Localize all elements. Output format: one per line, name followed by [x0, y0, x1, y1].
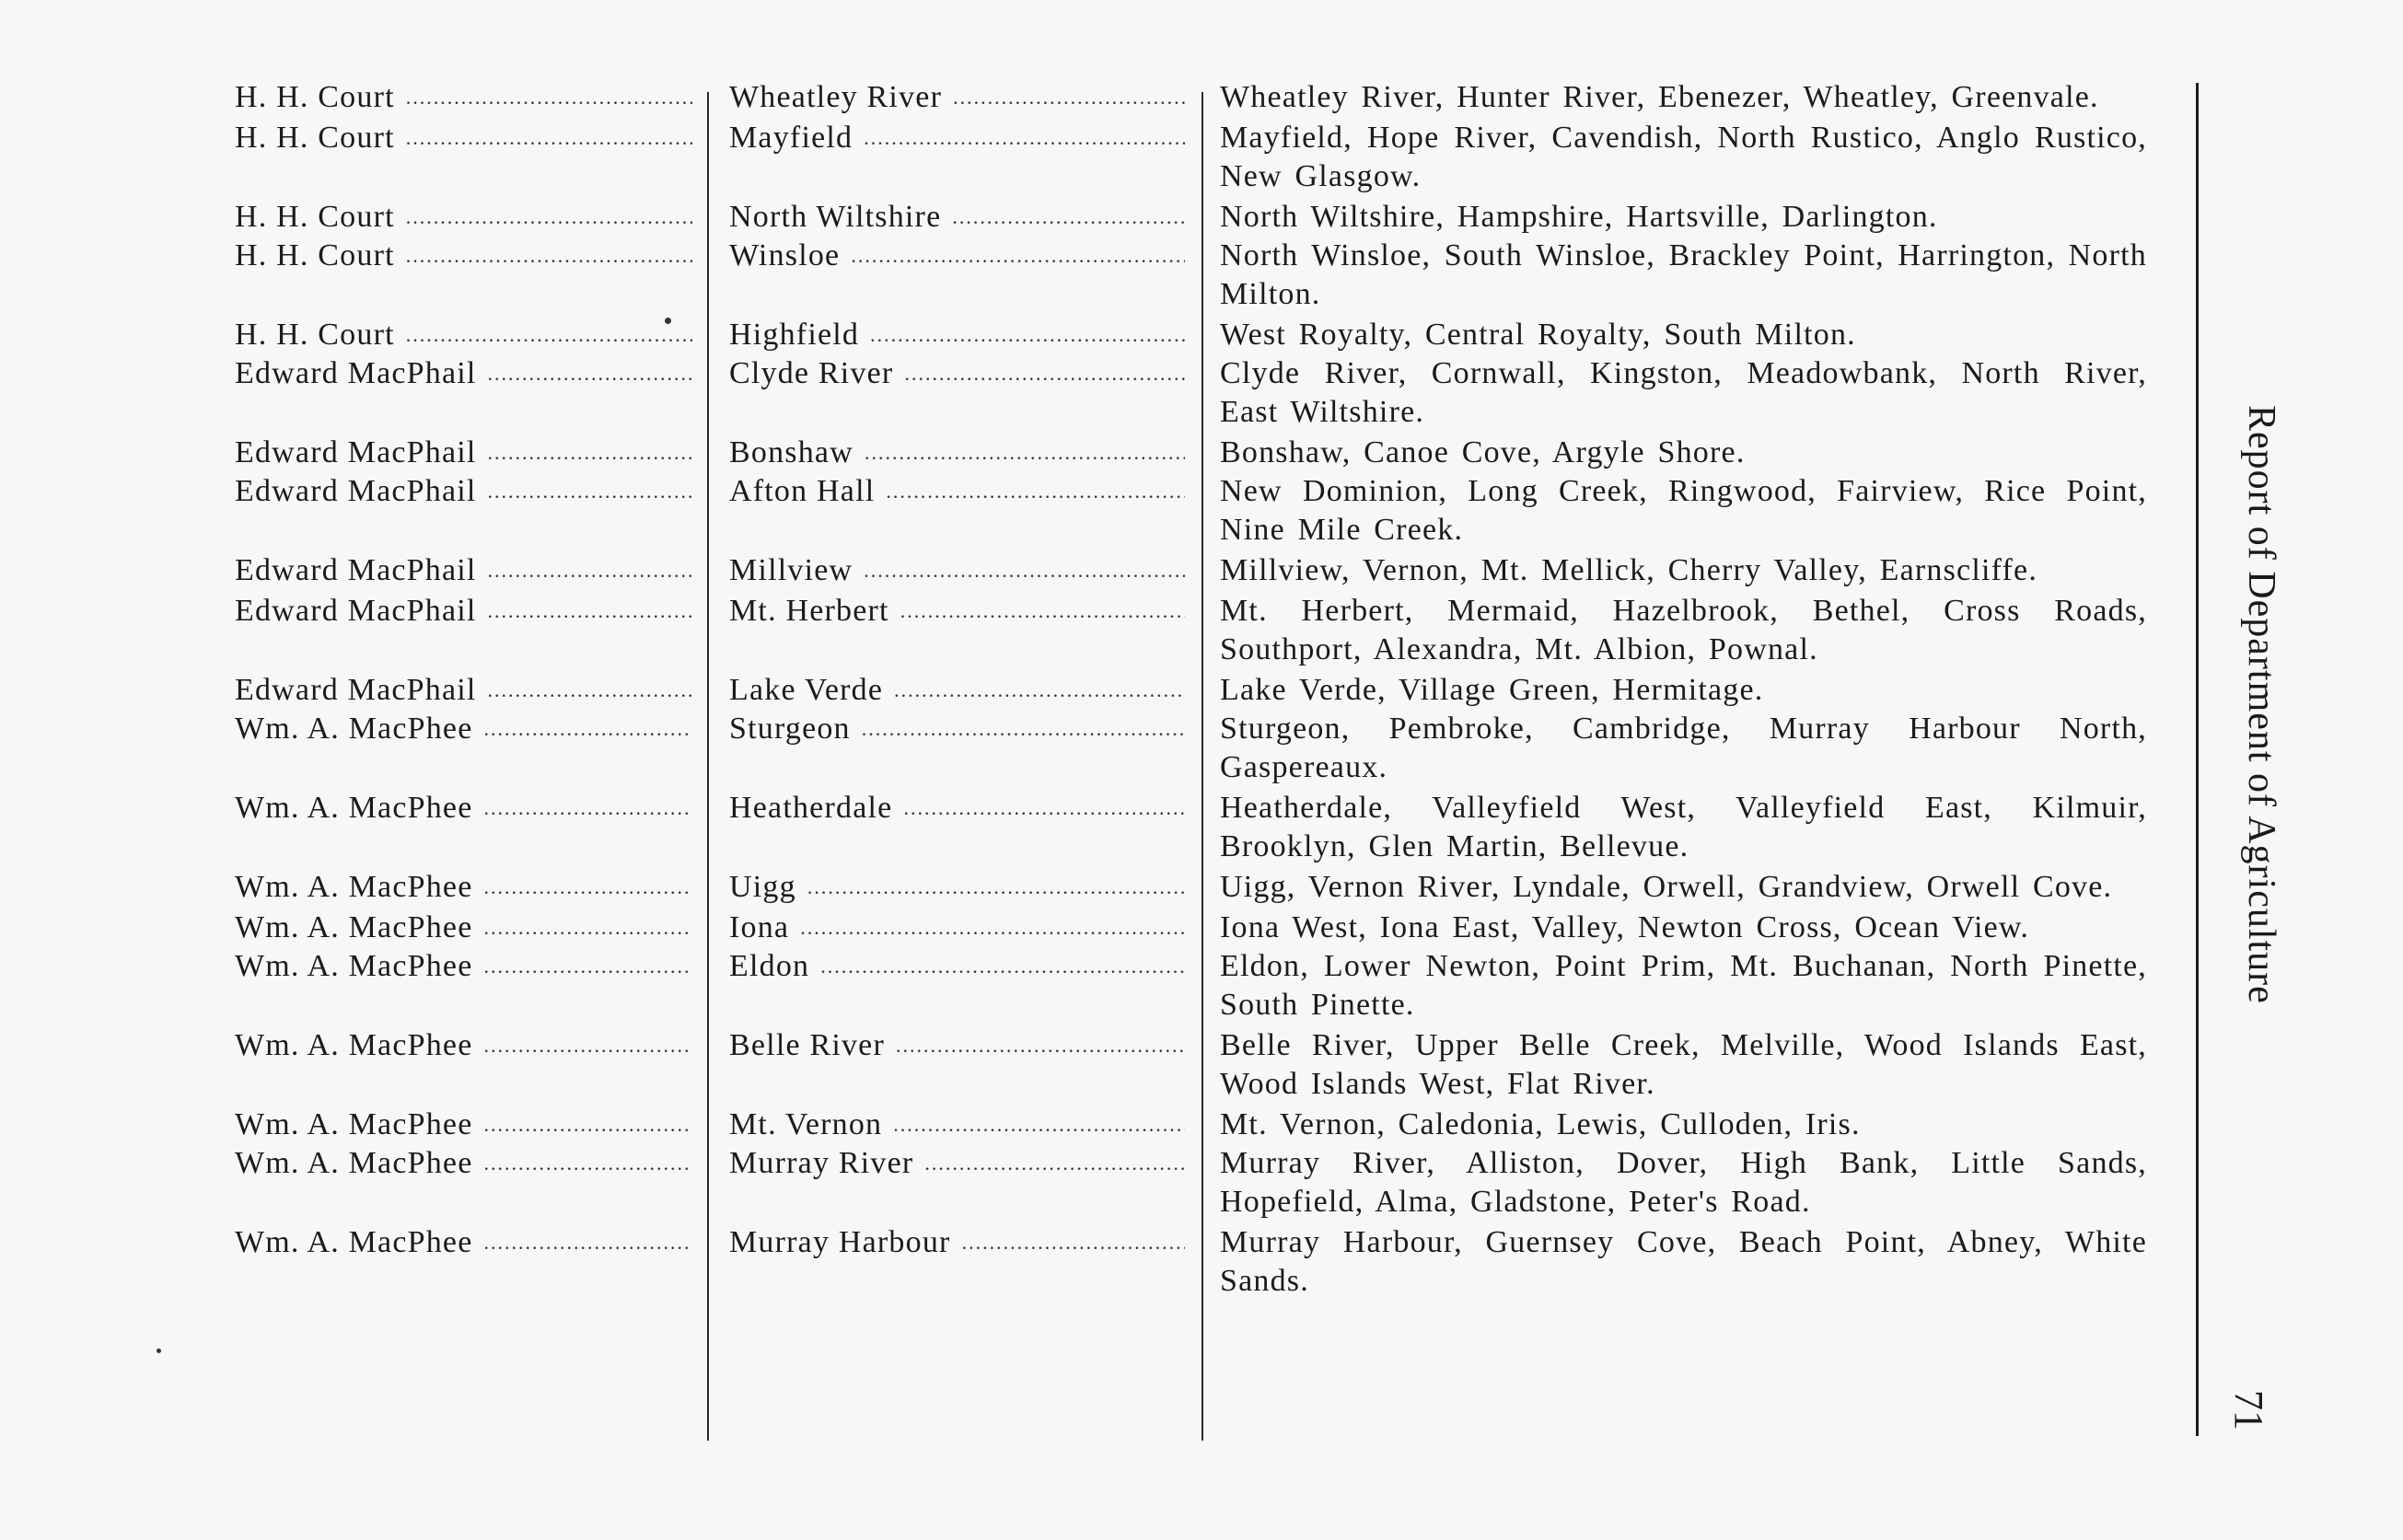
- station-name: Eldon: [729, 949, 810, 983]
- inspector-name: Edward MacPhail: [235, 594, 477, 628]
- dot-leader: [865, 434, 1185, 472]
- dot-leader: [488, 434, 692, 472]
- dot-leader: [406, 198, 692, 237]
- station-name: North Wiltshire: [729, 200, 942, 234]
- inspector-name: H. H. Court: [235, 121, 395, 155]
- inspection-table: [230, 78, 2154, 1301]
- inspector-cell: [230, 198, 709, 237]
- table-row: [230, 551, 2154, 590]
- inspector-cell: [230, 947, 709, 1025]
- station-cell: [709, 947, 1202, 1025]
- dot-leader: [484, 947, 692, 986]
- inspector-cell: [230, 354, 709, 432]
- inspector-name: Wm. A. MacPhee: [235, 1028, 473, 1062]
- dot-leader: [893, 1106, 1185, 1144]
- inspector-name: Edward MacPhail: [235, 435, 477, 469]
- inspector-cell: [230, 1144, 709, 1222]
- station-name: Iona: [729, 910, 790, 944]
- dot-leader: [484, 789, 692, 828]
- margin-rule: [2196, 83, 2199, 1436]
- dot-leader: [864, 119, 1185, 157]
- inspector-cell: [230, 909, 709, 947]
- inspector-name: Wm. A. MacPhee: [235, 949, 473, 983]
- table-row: [230, 354, 2154, 432]
- inspector-cell: [230, 1223, 709, 1301]
- inspector-cell: [230, 1106, 709, 1144]
- table-row: [230, 592, 2154, 669]
- inspector-cell: [230, 1026, 709, 1104]
- station-name: Clyde River: [729, 356, 894, 390]
- dot-leader: [484, 868, 692, 907]
- dot-leader: [406, 237, 692, 275]
- station-name: Millview: [729, 553, 853, 587]
- districts-cell: Heatherdale, Valleyfield West, Valleyfield East, Kilmuir, Brooklyn, Glen Martin, Bellevue.: [1220, 791, 2147, 863]
- inspector-name: Edward MacPhail: [235, 673, 477, 707]
- inspector-cell: [230, 671, 709, 710]
- station-name: Bonshaw: [729, 435, 853, 469]
- table-row: [230, 198, 2154, 237]
- dot-leader: [900, 592, 1185, 631]
- inspector-cell: [230, 710, 709, 787]
- station-name: Mt. Herbert: [729, 594, 889, 628]
- print-speck: [665, 318, 671, 324]
- inspector-cell: [230, 119, 709, 196]
- dot-leader: [953, 78, 1185, 117]
- districts-cell: Murray River, Alliston, Dover, High Bank, Little Sands, Hopefield, Alma, Gladstone, Peter's Road.: [1220, 1146, 2147, 1219]
- inspector-name: H. H. Court: [235, 318, 395, 352]
- station-cell: [709, 1026, 1202, 1104]
- table-row: [230, 671, 2154, 710]
- table-row: [230, 710, 2154, 787]
- dot-leader: [406, 78, 692, 117]
- station-name: Wheatley River: [729, 80, 943, 114]
- dot-leader: [820, 947, 1185, 986]
- dot-leader: [807, 868, 1185, 907]
- table-row: [230, 316, 2154, 354]
- dot-leader: [484, 909, 692, 947]
- dot-leader: [484, 1144, 692, 1183]
- inspector-cell: [230, 551, 709, 590]
- station-cell: [709, 237, 1202, 314]
- table-row: [230, 1026, 2154, 1104]
- station-cell: [709, 198, 1202, 237]
- station-cell: [709, 789, 1202, 866]
- districts-cell: Iona West, Iona East, Valley, Newton Cross, Ocean View.: [1220, 910, 2030, 944]
- table-row: [230, 1223, 2154, 1301]
- station-cell: [709, 909, 1202, 947]
- station-cell: [709, 671, 1202, 710]
- station-name: Lake Verde: [729, 673, 884, 707]
- inspector-name: Edward MacPhail: [235, 356, 477, 390]
- dot-leader: [488, 472, 692, 511]
- inspector-cell: [230, 237, 709, 314]
- dot-leader: [484, 1106, 692, 1144]
- inspector-name: Wm. A. MacPhee: [235, 791, 473, 825]
- station-cell: [709, 434, 1202, 472]
- inspector-cell: [230, 592, 709, 669]
- dot-leader: [952, 198, 1185, 237]
- station-cell: [709, 316, 1202, 354]
- table-row: [230, 119, 2154, 196]
- station-name: Murray Harbour: [729, 1225, 951, 1259]
- table-row: [230, 78, 2154, 117]
- districts-cell: Wheatley River, Hunter River, Ebenezer, Wheatley, Greenvale.: [1220, 80, 2099, 114]
- inspector-name: Wm. A. MacPhee: [235, 712, 473, 746]
- station-cell: [709, 472, 1202, 550]
- running-head: Report of Department of Agriculture: [2240, 405, 2282, 1004]
- table-row: [230, 868, 2154, 907]
- districts-cell: Mt. Vernon, Caledonia, Lewis, Culloden, Iris.: [1220, 1107, 1861, 1141]
- inspector-name: H. H. Court: [235, 200, 395, 234]
- dot-leader: [862, 710, 1185, 748]
- station-name: Belle River: [729, 1028, 885, 1062]
- districts-cell: Mayfield, Hope River, Cavendish, North Rustico, Anglo Rustico, New Glasgow.: [1220, 121, 2147, 193]
- districts-cell: Belle River, Upper Belle Creek, Melville, Wood Islands East, Wood Islands West, Flat River.: [1220, 1028, 2147, 1101]
- station-name: Sturgeon: [729, 712, 851, 746]
- inspector-name: Edward MacPhail: [235, 474, 477, 508]
- dot-leader: [896, 1026, 1185, 1065]
- districts-cell: New Dominion, Long Creek, Ringwood, Fairview, Rice Point, Nine Mile Creek.: [1220, 474, 2147, 547]
- inspector-name: Wm. A. MacPhee: [235, 1107, 473, 1141]
- station-cell: [709, 78, 1202, 117]
- table-row: [230, 1144, 2154, 1222]
- inspector-cell: [230, 316, 709, 354]
- inspector-cell: [230, 789, 709, 866]
- station-name: Mayfield: [729, 121, 853, 155]
- districts-cell: Clyde River, Cornwall, Kingston, Meadowbank, North River, East Wiltshire.: [1220, 356, 2147, 429]
- station-name: Uigg: [729, 870, 796, 904]
- station-cell: [709, 354, 1202, 432]
- inspector-name: Wm. A. MacPhee: [235, 1225, 473, 1259]
- dot-leader: [894, 671, 1185, 710]
- table-row: [230, 909, 2154, 947]
- districts-cell: Uigg, Vernon River, Lyndale, Orwell, Grandview, Orwell Cove.: [1220, 870, 2113, 904]
- districts-cell: Mt. Herbert, Mermaid, Hazelbrook, Bethel, Cross Roads, Southport, Alexandra, Mt. Albion, Pownal.: [1220, 594, 2147, 666]
- station-name: Highfield: [729, 318, 860, 352]
- dot-leader: [924, 1144, 1185, 1183]
- dot-leader: [484, 710, 692, 748]
- dot-leader: [962, 1223, 1185, 1262]
- station-cell: [709, 710, 1202, 787]
- inspector-cell: [230, 868, 709, 907]
- districts-cell: Murray Harbour, Guernsey Cove, Beach Point, Abney, White Sands.: [1220, 1225, 2147, 1298]
- dot-leader: [864, 551, 1185, 590]
- districts-cell: Sturgeon, Pembroke, Cambridge, Murray Harbour North, Gaspereaux.: [1220, 712, 2147, 784]
- dot-leader: [488, 354, 692, 393]
- dot-leader: [488, 592, 692, 631]
- districts-cell: North Winsloe, South Winsloe, Brackley Point, Harrington, North Milton.: [1220, 238, 2147, 311]
- table-row: [230, 789, 2154, 866]
- station-name: Afton Hall: [729, 474, 876, 508]
- inspector-cell: [230, 78, 709, 117]
- station-name: Mt. Vernon: [729, 1107, 883, 1141]
- station-cell: [709, 551, 1202, 590]
- dot-leader: [851, 237, 1185, 275]
- dot-leader: [406, 119, 692, 157]
- table-row: [230, 1106, 2154, 1144]
- station-name: Winsloe: [729, 238, 841, 272]
- dot-leader: [904, 354, 1185, 393]
- dot-leader: [800, 909, 1185, 947]
- districts-cell: West Royalty, Central Royalty, South Milton.: [1220, 318, 1856, 352]
- districts-cell: North Wiltshire, Hampshire, Hartsville, Darlington.: [1220, 200, 1938, 234]
- station-cell: [709, 119, 1202, 196]
- table-row: [230, 434, 2154, 472]
- districts-cell: Eldon, Lower Newton, Point Prim, Mt. Buchanan, North Pinette, South Pinette.: [1220, 949, 2147, 1022]
- table-row: [230, 237, 2154, 314]
- station-cell: [709, 592, 1202, 669]
- station-cell: [709, 1106, 1202, 1144]
- dot-leader: [488, 671, 692, 710]
- station-cell: [709, 1223, 1202, 1301]
- dot-leader: [903, 789, 1185, 828]
- page-number: 71: [2226, 1390, 2271, 1430]
- inspector-name: Wm. A. MacPhee: [235, 910, 473, 944]
- dot-leader: [484, 1026, 692, 1065]
- station-cell: [709, 868, 1202, 907]
- table-row: [230, 947, 2154, 1025]
- dot-leader: [406, 316, 692, 354]
- dot-leader: [870, 316, 1185, 354]
- dot-leader: [484, 1223, 692, 1262]
- inspector-name: H. H. Court: [235, 238, 395, 272]
- inspector-cell: [230, 472, 709, 550]
- print-speck: [157, 1349, 161, 1353]
- table-row: [230, 472, 2154, 550]
- station-name: Murray River: [729, 1146, 914, 1180]
- inspector-name: H. H. Court: [235, 80, 395, 114]
- station-cell: [709, 1144, 1202, 1222]
- station-name: Heatherdale: [729, 791, 893, 825]
- districts-cell: Millview, Vernon, Mt. Mellick, Cherry Valley, Earnscliffe.: [1220, 553, 2038, 587]
- dot-leader: [886, 472, 1185, 511]
- inspector-name: Wm. A. MacPhee: [235, 1146, 473, 1180]
- inspector-name: Edward MacPhail: [235, 553, 477, 587]
- districts-cell: Bonshaw, Canoe Cove, Argyle Shore.: [1220, 435, 1746, 469]
- districts-cell: Lake Verde, Village Green, Hermitage.: [1220, 673, 1764, 707]
- inspector-cell: [230, 434, 709, 472]
- dot-leader: [488, 551, 692, 590]
- inspector-name: Wm. A. MacPhee: [235, 870, 473, 904]
